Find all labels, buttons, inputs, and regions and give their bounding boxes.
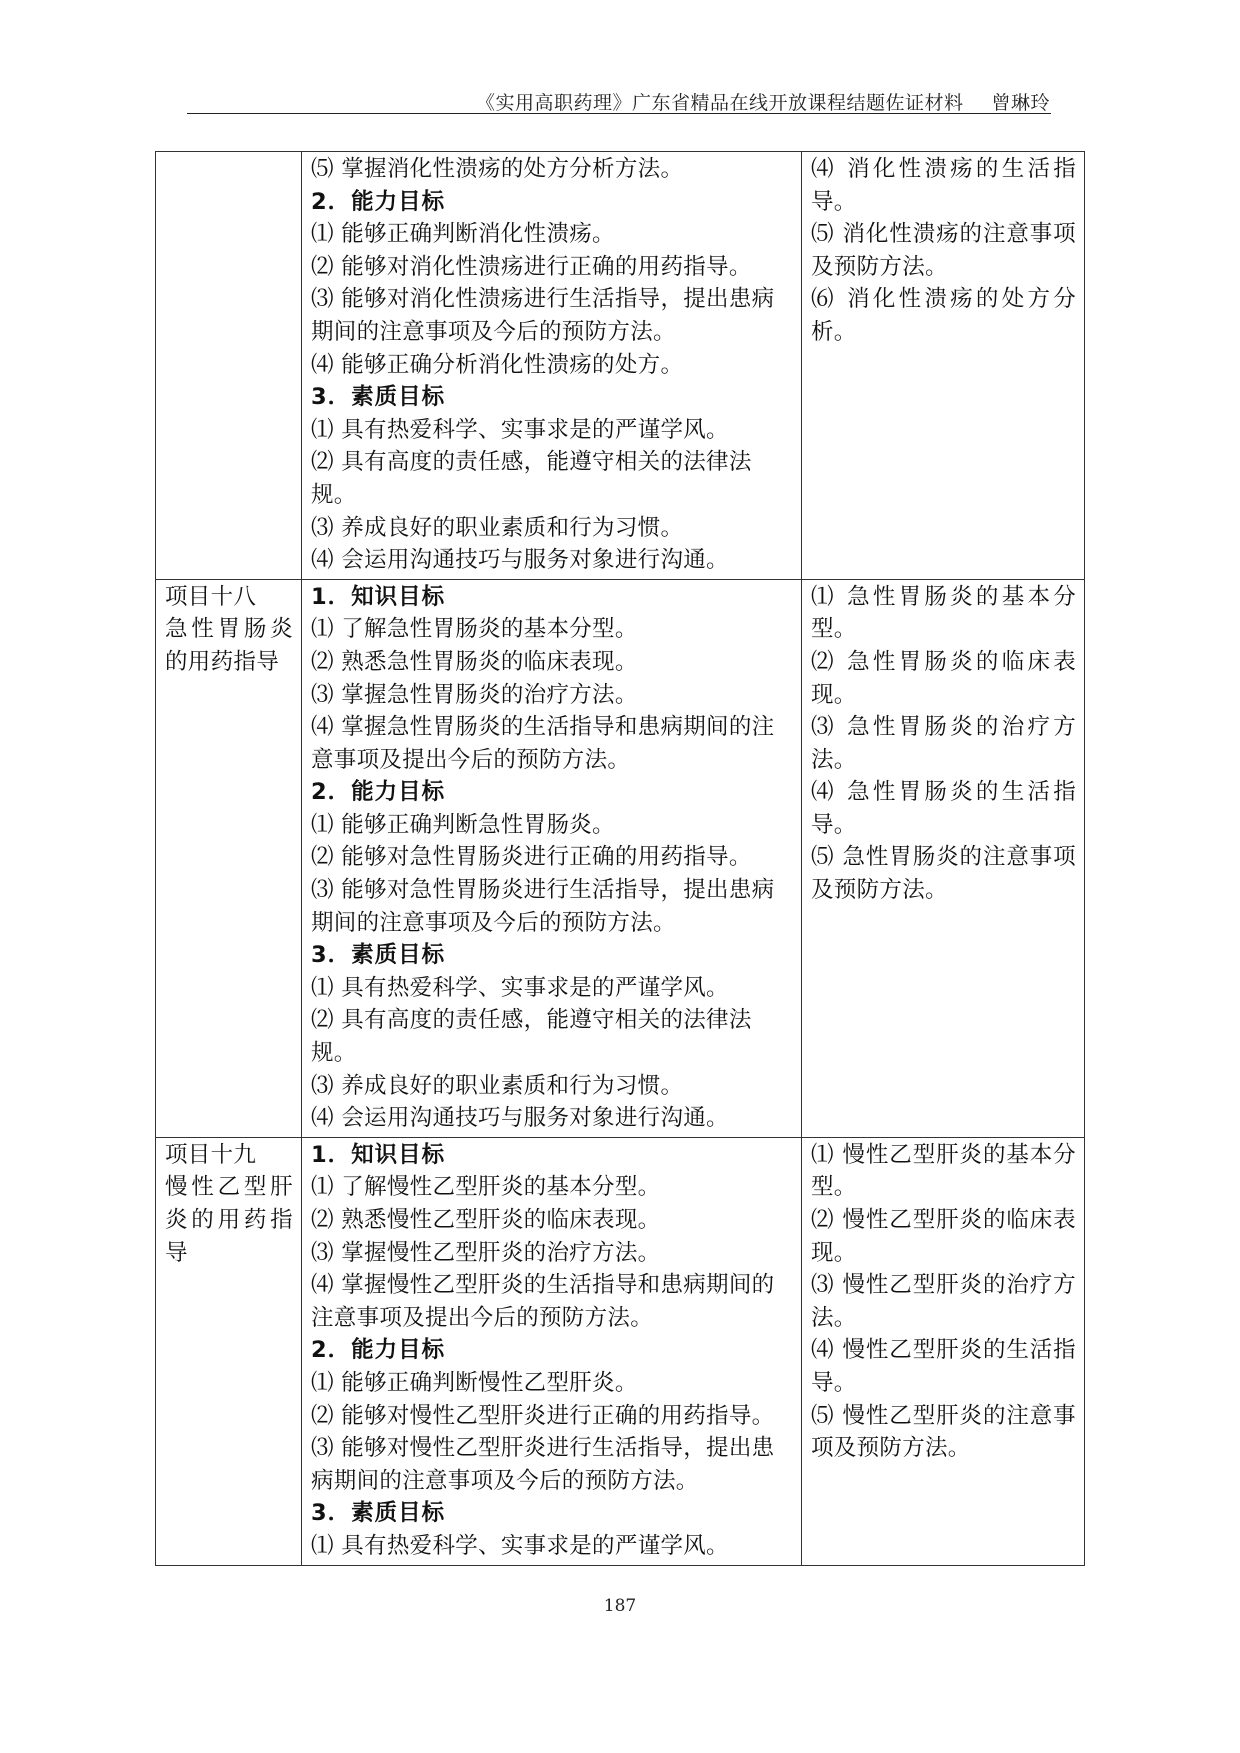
project-number: 项目十九: [165, 1141, 257, 1168]
goal-item: ⑷ 掌握急性胃肠炎的生活指导和患病期间的注意事项及提出今后的预防方法。: [311, 714, 775, 773]
content-item: ⑶ 慢性乙型肝炎的治疗方法。: [811, 1272, 1076, 1331]
goal-heading: 3．素质目标: [311, 384, 446, 411]
goal-item: ⑴ 具有热爱科学、实事求是的严谨学风。: [311, 1532, 729, 1559]
contents-cell: [802, 152, 1085, 580]
project-cell: [156, 1137, 302, 1565]
course-goals-table: [155, 151, 1085, 1566]
page-number: 187: [603, 1596, 637, 1616]
goal-item: ⑷ 掌握慢性乙型肝炎的生活指导和患病期间的注意事项及提出今后的预防方法。: [311, 1272, 775, 1331]
goal-item: ⑴ 能够正确判断急性胃肠炎。: [311, 811, 615, 838]
goal-item: ⑴ 了解急性胃肠炎的基本分型。: [311, 616, 638, 643]
goals-cell: [302, 1137, 802, 1565]
contents-cell: [802, 1137, 1085, 1565]
content-item: ⑶ 急性胃肠炎的治疗方法。: [811, 714, 1076, 773]
goal-heading: 3．素质目标: [311, 942, 446, 969]
project-cell: [156, 152, 302, 580]
project-title: 慢性乙型肝炎的用药指导: [165, 1174, 293, 1266]
goal-item: ⑶ 养成良好的职业素质和行为习惯。: [311, 1072, 684, 1099]
content-item: ⑵ 慢性乙型肝炎的临床表现。: [811, 1207, 1076, 1266]
header-author: 曾琳玲: [991, 92, 1050, 114]
goal-item: ⑸ 掌握消化性溃疡的处方分析方法。: [311, 156, 684, 182]
goal-heading: 1．知识目标: [311, 1141, 446, 1168]
goal-heading: 3．素质目标: [311, 1500, 446, 1527]
header-title: 《实用高职药理》广东省精品在线开放课程结题佐证材料: [475, 92, 964, 114]
goal-item: ⑴ 具有热爱科学、实事求是的严谨学风。: [311, 416, 729, 443]
goal-item: ⑵ 能够对急性胃肠炎进行正确的用药指导。: [311, 844, 752, 871]
content-item: ⑷ 急性胃肠炎的生活指导。: [811, 779, 1076, 838]
goal-item: ⑶ 能够对慢性乙型肝炎进行生活指导，提出患病期间的注意事项及今后的预防方法。: [311, 1435, 775, 1494]
goal-item: ⑵ 能够对消化性溃疡进行正确的用药指导。: [311, 253, 752, 280]
content-item: ⑸ 急性胃肠炎的注意事项及预防方法。: [811, 844, 1076, 904]
contents-cell: [802, 579, 1085, 1137]
content-item: ⑴ 慢性乙型肝炎的基本分型。: [811, 1141, 1076, 1201]
content-item: ⑵ 急性胃肠炎的临床表现。: [811, 648, 1076, 708]
goal-item: ⑴ 具有热爱科学、实事求是的严谨学风。: [311, 974, 729, 1001]
goal-item: ⑵ 熟悉慢性乙型肝炎的临床表现。: [311, 1207, 661, 1233]
goal-item: ⑶ 掌握慢性乙型肝炎的治疗方法。: [311, 1239, 661, 1266]
content-item: ⑸ 消化性溃疡的注意事项及预防方法。: [811, 221, 1076, 280]
project-number: 项目十八: [165, 583, 257, 610]
goal-item: ⑵ 能够对慢性乙型肝炎进行正确的用药指导。: [311, 1402, 775, 1429]
goal-item: ⑴ 能够正确判断慢性乙型肝炎。: [311, 1369, 638, 1396]
table-body: [156, 152, 1085, 1566]
goal-item: ⑷ 能够正确分析消化性溃疡的处方。: [311, 351, 684, 378]
content-item: ⑷ 慢性乙型肝炎的生活指导。: [811, 1337, 1076, 1396]
table-row: [156, 579, 1085, 1137]
goal-item: ⑶ 能够对急性胃肠炎进行生活指导，提出患病期间的注意事项及今后的预防方法。: [311, 877, 775, 936]
page-header: [476, 88, 1050, 115]
goal-item: ⑷ 会运用沟通技巧与服务对象进行沟通。: [311, 1105, 729, 1132]
content-item: ⑹ 消化性溃疡的处方分析。: [811, 286, 1076, 345]
goal-item: ⑵ 具有高度的责任感，能遵守相关的法律法规。: [311, 1007, 752, 1067]
table-row: [156, 152, 1085, 580]
table-row: [156, 1137, 1085, 1565]
goal-heading: 2．能力目标: [311, 779, 446, 806]
goal-item: ⑶ 能够对消化性溃疡进行生活指导，提出患病期间的注意事项及今后的预防方法。: [311, 286, 775, 345]
project-cell: [156, 579, 302, 1137]
goal-heading: 1．知识目标: [311, 583, 446, 610]
goal-item: ⑶ 掌握急性胃肠炎的治疗方法。: [311, 681, 638, 708]
goal-item: ⑶ 养成良好的职业素质和行为习惯。: [311, 514, 684, 541]
header-divider: [187, 113, 1051, 114]
content-item: ⑷ 消化性溃疡的生活指导。: [811, 156, 1076, 215]
goal-item: ⑴ 了解慢性乙型肝炎的基本分型。: [311, 1174, 661, 1201]
goal-item: ⑵ 具有高度的责任感，能遵守相关的法律法规。: [311, 449, 752, 508]
content-item: ⑸ 慢性乙型肝炎的注意事项及预防方法。: [811, 1402, 1076, 1462]
content-item: ⑴ 急性胃肠炎的基本分型。: [811, 583, 1076, 643]
goals-cell: [302, 152, 802, 580]
project-title: 急性胃肠炎的用药指导: [165, 616, 293, 675]
goal-item: ⑷ 会运用沟通技巧与服务对象进行沟通。: [311, 547, 729, 574]
goal-item: ⑵ 熟悉急性胃肠炎的临床表现。: [311, 648, 638, 675]
goals-cell: [302, 579, 802, 1137]
goal-heading: 2．能力目标: [311, 1337, 446, 1364]
goal-heading: 2．能力目标: [311, 188, 446, 215]
goal-item: ⑴ 能够正确判断消化性溃疡。: [311, 221, 615, 248]
